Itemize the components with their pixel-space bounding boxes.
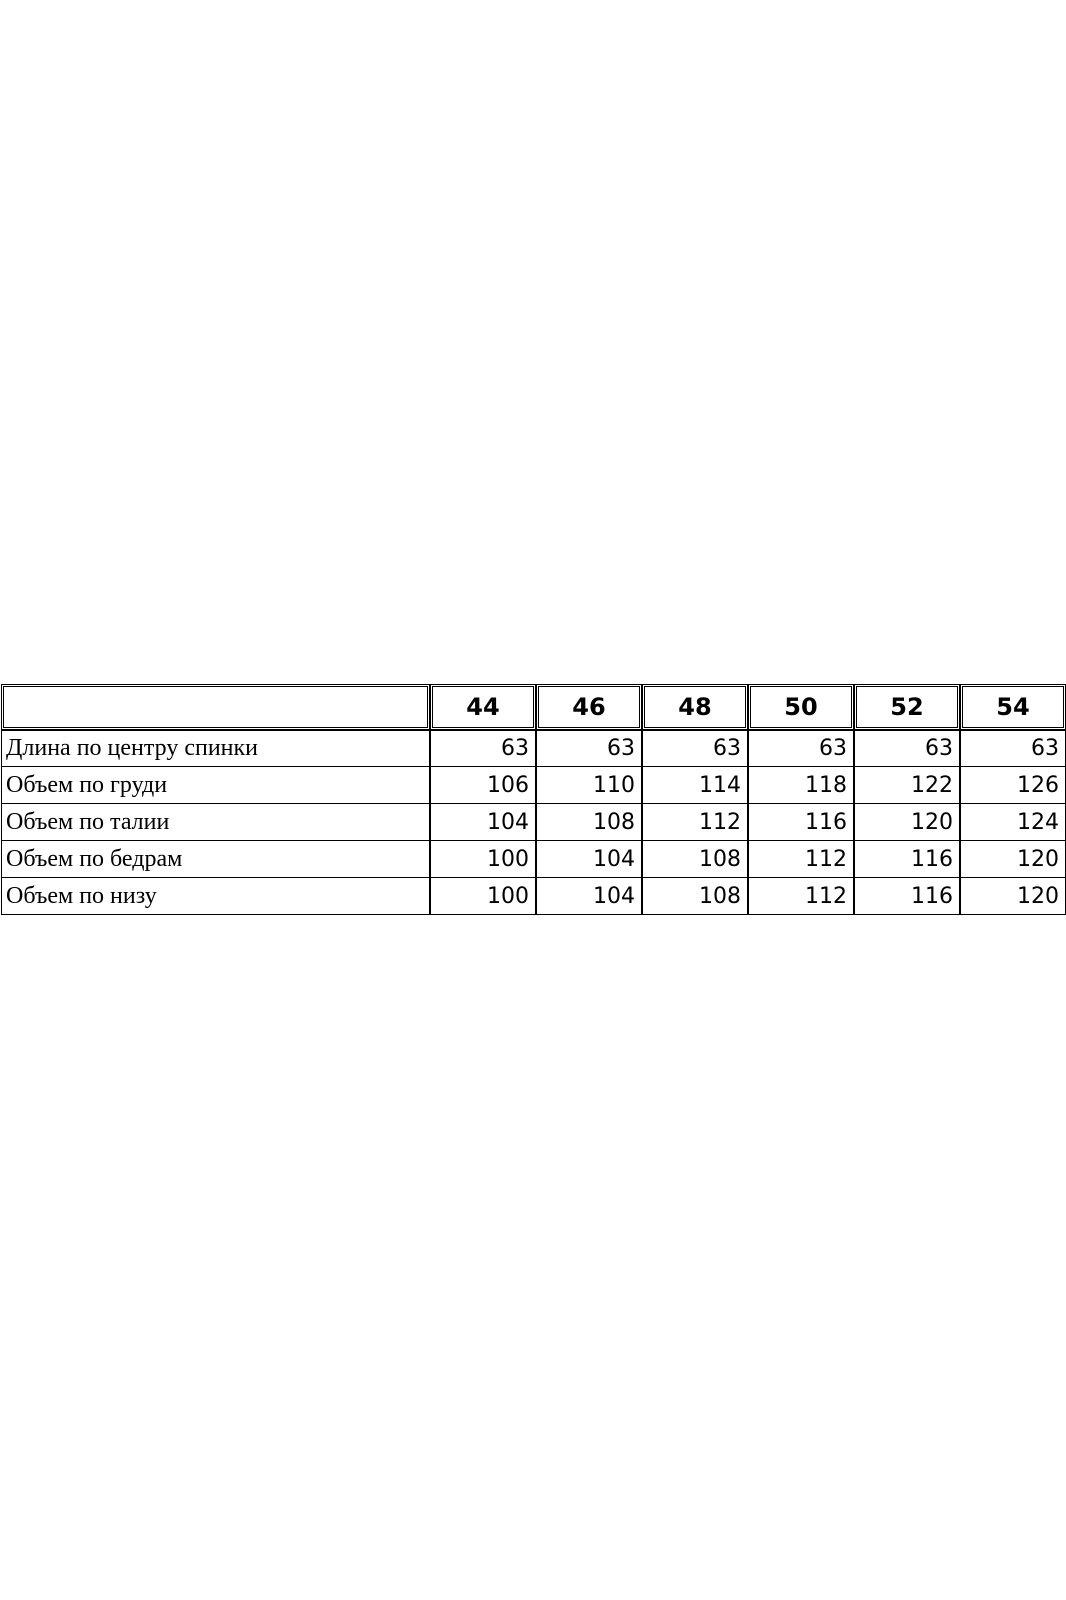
table-cell: 118 [748,767,854,804]
row-label: Длина по центру спинки [1,730,430,767]
size-header: 48 [642,684,748,730]
table-cell: 112 [642,804,748,841]
header-row [1,684,1066,730]
size-header: 44 [430,684,536,730]
size-header: 52 [854,684,960,730]
table-cell: 120 [854,804,960,841]
table-cell: 116 [854,878,960,915]
table-cell: 110 [536,767,642,804]
table-cell: 63 [642,730,748,767]
table-cell: 104 [536,878,642,915]
table-row [1,841,1066,878]
table-row [1,804,1066,841]
table-row [1,730,1066,767]
table-cell: 63 [536,730,642,767]
size-header: 54 [960,684,1066,730]
row-label: Объем по талии [1,804,430,841]
table-row [1,878,1066,915]
row-label: Объем по бедрам [1,841,430,878]
table-cell: 126 [960,767,1066,804]
corner-header [1,684,430,730]
table-cell: 63 [854,730,960,767]
table-cell: 122 [854,767,960,804]
table-cell: 63 [430,730,536,767]
table-cell: 100 [430,841,536,878]
table-row [1,767,1066,804]
table-cell: 114 [642,767,748,804]
size-chart-table [1,684,1066,915]
table-cell: 108 [642,841,748,878]
table-cell: 104 [536,841,642,878]
size-header: 50 [748,684,854,730]
size-header: 46 [536,684,642,730]
table-cell: 120 [960,878,1066,915]
table-cell: 124 [960,804,1066,841]
row-label: Объем по груди [1,767,430,804]
table-cell: 112 [748,878,854,915]
table-cell: 106 [430,767,536,804]
table-cell: 116 [854,841,960,878]
table-cell: 108 [642,878,748,915]
table-cell: 112 [748,841,854,878]
row-label: Объем по низу [1,878,430,915]
table-cell: 120 [960,841,1066,878]
table-cell: 100 [430,878,536,915]
table-cell: 104 [430,804,536,841]
table-cell: 108 [536,804,642,841]
table-cell: 116 [748,804,854,841]
table-cell: 63 [748,730,854,767]
table-cell: 63 [960,730,1066,767]
